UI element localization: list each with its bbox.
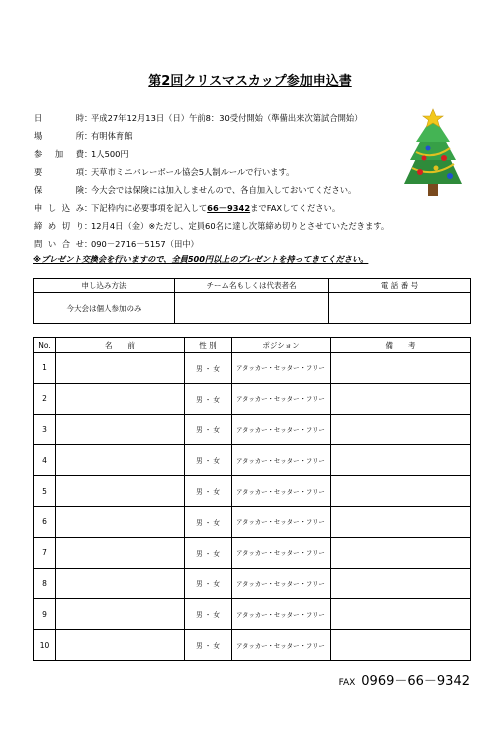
remarks-field[interactable] <box>331 506 471 537</box>
remarks-field[interactable] <box>331 353 471 384</box>
header-method: 申し込み方法 <box>34 279 175 293</box>
row-number: 10 <box>34 630 56 661</box>
entry-method-table <box>33 278 471 324</box>
fax-number: 0969－66－9342 <box>361 674 470 689</box>
row-number: 7 <box>34 537 56 568</box>
position-options[interactable]: アタッカー・セッター・フリー <box>232 599 331 630</box>
header-no: No. <box>34 338 56 353</box>
table-row <box>34 506 471 537</box>
header-sex: 性 別 <box>185 338 232 353</box>
table-row <box>34 445 471 476</box>
sex-options[interactable]: 男 ・ 女 <box>185 506 232 537</box>
sex-options[interactable]: 男 ・ 女 <box>185 445 232 476</box>
name-field[interactable] <box>56 537 185 568</box>
row-number: 3 <box>34 414 56 445</box>
header-name: 名 前 <box>56 338 185 353</box>
position-options[interactable]: アタッカー・セッター・フリー <box>232 414 331 445</box>
table-row <box>34 537 471 568</box>
row-number: 8 <box>34 568 56 599</box>
present-notice: ※プレゼント交換会を行いますので、全員500円以上のプレゼントを持ってきてください。 <box>33 254 369 264</box>
form-title: 第2回クリスマスカップ参加申込書 <box>148 74 352 89</box>
header-team-name: チーム名もしくは代表者名 <box>175 279 329 293</box>
sex-options[interactable]: 男 ・ 女 <box>185 353 232 384</box>
position-options[interactable]: アタッカー・セッター・フリー <box>232 537 331 568</box>
row-number: 4 <box>34 445 56 476</box>
table-row <box>34 630 471 661</box>
position-options[interactable]: アタッカー・セッター・フリー <box>232 383 331 414</box>
table-row <box>34 353 471 384</box>
table-row <box>34 476 471 507</box>
name-field[interactable] <box>56 476 185 507</box>
name-field[interactable] <box>56 445 185 476</box>
remarks-field[interactable] <box>331 630 471 661</box>
row-number: 5 <box>34 476 56 507</box>
christmas-tree-icon <box>398 108 468 200</box>
sex-options[interactable]: 男 ・ 女 <box>185 414 232 445</box>
roster-table <box>33 337 471 661</box>
table-row <box>34 383 471 414</box>
sex-options[interactable]: 男 ・ 女 <box>185 476 232 507</box>
remarks-field[interactable] <box>331 599 471 630</box>
remarks-field[interactable] <box>331 445 471 476</box>
sex-options[interactable]: 男 ・ 女 <box>185 599 232 630</box>
row-number: 1 <box>34 353 56 384</box>
header-position: ポジション <box>232 338 331 353</box>
name-field[interactable] <box>56 414 185 445</box>
position-options[interactable]: アタッカー・セッター・フリー <box>232 476 331 507</box>
name-field[interactable] <box>56 506 185 537</box>
fax-footer <box>339 670 470 689</box>
table-row <box>34 568 471 599</box>
team-name-field[interactable] <box>175 293 329 324</box>
table-row <box>34 414 471 445</box>
method-value: 今大会は個人参加のみ <box>34 293 175 324</box>
position-options[interactable]: アタッカー・セッター・フリー <box>232 506 331 537</box>
remarks-field[interactable] <box>331 568 471 599</box>
fax-label: FAX <box>338 678 356 688</box>
row-number: 6 <box>34 506 56 537</box>
position-options[interactable]: アタッカー・セッター・フリー <box>232 568 331 599</box>
position-options[interactable]: アタッカー・セッター・フリー <box>232 630 331 661</box>
sex-options[interactable]: 男 ・ 女 <box>185 537 232 568</box>
header-remarks: 備 考 <box>331 338 471 353</box>
remarks-field[interactable] <box>331 537 471 568</box>
name-field[interactable] <box>56 599 185 630</box>
remarks-field[interactable] <box>331 476 471 507</box>
remarks-field[interactable] <box>331 383 471 414</box>
phone-field[interactable] <box>329 293 471 324</box>
header-phone: 電 話 番 号 <box>329 279 471 293</box>
name-field[interactable] <box>56 353 185 384</box>
position-options[interactable]: アタッカー・セッター・フリー <box>232 445 331 476</box>
sex-options[interactable]: 男 ・ 女 <box>185 630 232 661</box>
row-number: 9 <box>34 599 56 630</box>
sex-options[interactable]: 男 ・ 女 <box>185 568 232 599</box>
name-field[interactable] <box>56 383 185 414</box>
fax-number-emphasis: 66－9342 <box>207 203 251 213</box>
name-field[interactable] <box>56 630 185 661</box>
row-number: 2 <box>34 383 56 414</box>
table-row <box>34 599 471 630</box>
name-field[interactable] <box>56 568 185 599</box>
remarks-field[interactable] <box>331 414 471 445</box>
position-options[interactable]: アタッカー・セッター・フリー <box>232 353 331 384</box>
sex-options[interactable]: 男 ・ 女 <box>185 383 232 414</box>
